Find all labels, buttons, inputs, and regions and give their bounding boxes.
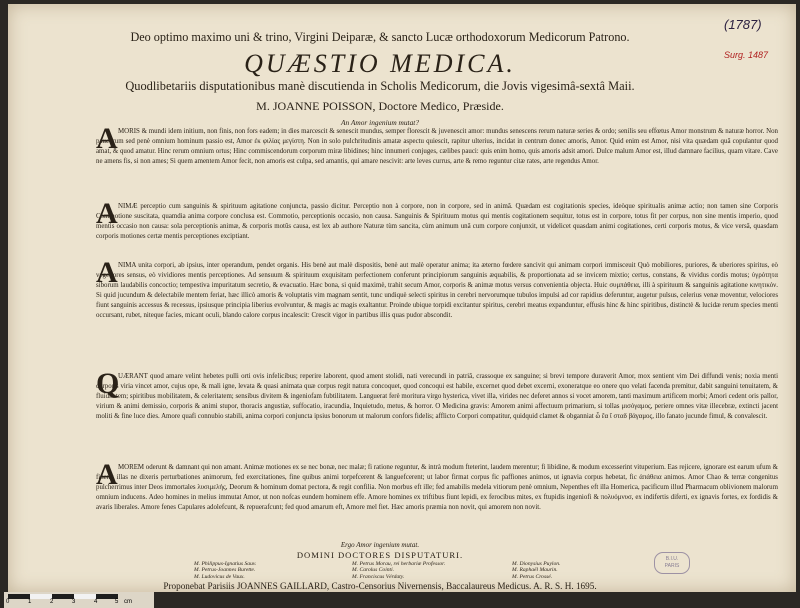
disputant-name: M. Ludovicus de Vaux. (194, 573, 245, 580)
paragraph-2-text: NIMÆ perceptio cum sanguinis & spirituum agitatione conjuncta, passio dicitur. Perceptio non à corpore, non in corpore, sed in animâ. Quædam est cogitationis species, ideòque spiritualis animæ actio; non tamen sine Corporis Commotione suscitata, quamdia anima corpore conclusa est. Commotio, perceptionis occasio, non causa. Sanguinis & Spirituum motus qui mentis cogitationem sequitur, totus est in corpore, totus fit per corpus, non sine mentis imperio, quod mentis occasio non causa: sola perceptionis animæ, & corporis motûs causa, est lex ab authore Naturæ tùm sancita, cùm animum unâ cum corpore conjunxit, ut videlicet quasdam animi cogitationes, certi corporis motus, & vice versâ, quasdam corporis motiones certæ mentis perceptiones exciptiant. (96, 203, 778, 240)
paragraph-2 (96, 197, 778, 254)
paragraph-4 (96, 367, 778, 456)
scale-ruler (4, 592, 154, 608)
library-stamp (654, 552, 690, 574)
disputant-name: M. Carolus Cointi. (352, 567, 395, 574)
disputant-name: M. Raphaël Maurin. (512, 567, 558, 574)
ruler-label-4: 4 (94, 599, 98, 605)
disputant-name: M. Franciscus Vérdaty. (352, 573, 405, 580)
disputant-name: M. Petrus Crossé. (512, 573, 553, 580)
paragraph-5-initial: A (96, 458, 118, 491)
disputant-name: M. Philippus-Ignatius Sauv. (194, 561, 257, 567)
disputants-heading: DOMINI DOCTORES DISPUTATURI. (296, 550, 464, 560)
ruler-label-2: 2 (50, 599, 54, 605)
paragraph-2-initial: A (96, 197, 118, 230)
ruler-label-5: 5 (115, 599, 119, 605)
president-line: M. JOANNE POISSON, Doctore Medico, Præside. (256, 99, 504, 113)
stamp-line-2: PARIS (664, 563, 680, 569)
disputant-name: M. Dionysius Puylon. (512, 561, 561, 567)
paragraph-3 (96, 256, 778, 365)
disputant-name: M. Petrus-Joannes Burette. (194, 567, 256, 574)
conclusion-text: Ergo Amor ingenium mutat. (340, 541, 420, 549)
ruler-label-unit: cm (124, 599, 132, 605)
ruler-label-3: 3 (72, 599, 76, 605)
footer-line: Proponebat Parisiis JOANNES GAILLARD, Castro-Censorius Nivernensis, Baccalaureus Medicus. A. R. S. H. 1695. (163, 581, 597, 591)
paragraph-4-text: UÆRANT quod amare velint hebetes pulli orti ovis infelicibus; reperire laborent, quod ament stolidi, nati verecundi in patriâ, crassoque ex sanguine; si brevi tempore duraverit Amor, mox sentient vim Dei diffundi venis; noxia menti corporis viria vincet amor, cujus ope, & mali igne, levata & quasi animata quæ corpus regit natura concoquet, quod concoqui est habile, excernet quod debet excerni, exoneratque eo onere quo velati facenda premitur, dabit sanguini tenuitatem, & fluiditatem; spiritibus mobilitatem, & celeritatem; sensibus divitem & ingeniofam fubtilitatem. Languerat ferè moritura virgo hysterica, vivet illa, virides nec deferet annos si vocet amorem, tanti maximum artificem morbi; Amori cedent oris pallor, virium & animi demissio, corporis & animi stupor, thoracis angustiæ, suffocatio, iracundia, Inquietudo, metus, & horror. O Medicina gravis: Amorem animi affectuum primarium, si tollas μισόγαμος, periere omnes vitæ illecebræ, extincti jacent moliti & fine luce dies. Amore quafi connubio stabili, anima corpori conjuncta ipsius bonorum ut malorum confors fidelis; afflicto Corpori compatitur, quidquid clamet & obganniat ὦ ἔα ἴ σταδ βάγαμος, illo fanato jucunde fimul, & convalescit. (96, 373, 778, 420)
paragraph-1-initial: A (96, 122, 118, 155)
paragraph-5 (96, 458, 778, 539)
page-title: QUÆSTIO MEDICA. (244, 49, 516, 78)
disputants-column-3 (512, 561, 560, 580)
thesis-page (8, 4, 796, 592)
ruler-label-1: 1 (28, 599, 32, 605)
paragraph-4-initial: Q (96, 367, 120, 400)
paragraph-5-text: MOREM oderunt & damnant qui non amant. Animæ motiones ex se nec bonæ, nec malæ; fi ratione reguntur, & intrà modum fteterint, laudem merentur; fi libidine, & modum excesserint vituperium. Eas rejicere, ignorare est earum ufum & finem; illas ne dixeris perturbationes animorum, fed exercitationes, fine quibus animi torpefcerent & languefcerent; ut labor firmat corpus fic paffiones animos, ut ignavia corpus hebetat, fic ἀπάθεια animos. Amor Chao & terræ congenitus pulcherrimus inter Deos immortales λυσιμελής, Deorum & hominum domat pectora, & regit confilia. Non morbus eft ille; fed amabilis medela vitiorum penè omnium, Nepenthes eft illa Homerica, pacificum illud Pharmacum oblivionem malorum omnium inducens. Adeo homines in melius immutat Amor, ut non nofcas eundem hominem effe. Amore homines ex triftibus fiunt lepidi, ex ferocibus mites, ex ftupidis ingeniofi & πολυόμνυσ, ex indifertis diferti, ex ignavis fortes, ex fordidis & avaris liberales. Amore fenes Capulares adolefcunt, & repuerafcunt; fed quod amarum eft, Amore mel fiet. Hæc amoris præmia non novit, qui amorem non novit. (96, 464, 778, 511)
disputants-column-1 (194, 561, 256, 580)
paragraph-3-initial: A (96, 256, 118, 289)
margin-year-note: (1787) (724, 17, 762, 32)
disputant-name: M. Petrus Morau, rei herbariæ Professor. (352, 561, 446, 567)
disputants-column-2 (352, 561, 445, 580)
paragraph-3-text: NIMA unita corpori, ab ipsius, inter operandum, pendet organis. His benè aut malè dispositis, benè aut malè operatur anima; ita æterno fœdere sancivit qui animam corpori immisceuit Quò mobiliores, puriores, & uberiores spiritus, eò vegetiores sensus, eò vividiores mentis perceptiones. Ad sensuum & spirituum exquisitam perfectionem conferunt principiorum sanguinis æquabilis, & proportionata ad se invicem mixtio; certus, constans, & vividus cordis motus; ὑγρότητα siborum laudabilis concoctio; tempestiva impuritatum secretio, & evacuatio. Hæc bona, si quid maximè, trahit secum Amor, corporis & animæ motus versus convenientia objecta. Huic συμπάθεια, illi à spirituum & sanguinis agitatione κινητικόν. Si quid jucundum & delectabile mentem feriat, hæc illicò amoris & voluptatis vim magnam sentit, tunc undiquè selecti spiritus in cerebri nervorumque tubulos impulsi ad cor rapidius deferuntur, augetur pulsus, celerius venæ moventur, velociores fiunt sanguinis accessus & recessus, ipsiusque principia liberius evolvuntur, & magis ac magis exaltantur. Proinde ubique torpidi excitantur spiritus, cerebri meatus expanduntur, effusis hinc & hinc spiritibus, distinctè & lucidæ rerum species menti occursant, rubet, niteque facies, micant oculi, blando calore corpus incalescit: Crescit vigor in partibus illis quas pudor abscondit. (96, 262, 778, 319)
ruler-label-0: 0 (6, 599, 10, 605)
dedication-line: Deo optimo maximo uni & trino, Virgini Deiparæ, & sancto Lucæ orthodoxorum Medicorum Patrono. (130, 30, 630, 44)
paragraph-1-text: MORIS & mundi idem initium, non finis, non fors eadem; in dies marcescit & senescit mundus, semper florescit & juvenescit amor: mundus senescens rerum naturæ series & ordo; senilis seu effœtus Amor monstrum & naturæ horror. Non paucorum sed penè omnium hominum passio est, Amor ἐκ φιλίας μεγίστη. Non in solo pulchritudinis amatæ aspectu quiescit, rapitur ulterius, incidat in centrum donec amoris, Amor. Quid enim est Amor, nisi vita quædam quâ copulantur quod amat, & quod amatur. Hinc rerum omnium ortus; Hinc commiscendorum corporum miræ libidines; hinc innumeri conjuges, cælibes pauci: quis enim homo, quis amoris adsit amori. Dulce malum Amor est, illud damnare facilius, quam vitare. Cave ne amens fis, si non ames; Si quem amentem Amor fecit, non amoris est culpa, sed amantis, qui amare nescivit: arte leves currus, arte & remo reguntur citæ rates, arte regendus Amor. (96, 128, 778, 165)
margin-call-number: Surg. 1487 (724, 50, 769, 60)
stamp-line-1: B.I.U. (665, 556, 679, 562)
subtitle: Quodlibetariis disputationibus manè discutienda in Scholis Medicorum, die Jovis vigesimâ-sextâ Maii. (125, 79, 635, 93)
question-line: An Amor ingenium mutat? (340, 118, 420, 127)
